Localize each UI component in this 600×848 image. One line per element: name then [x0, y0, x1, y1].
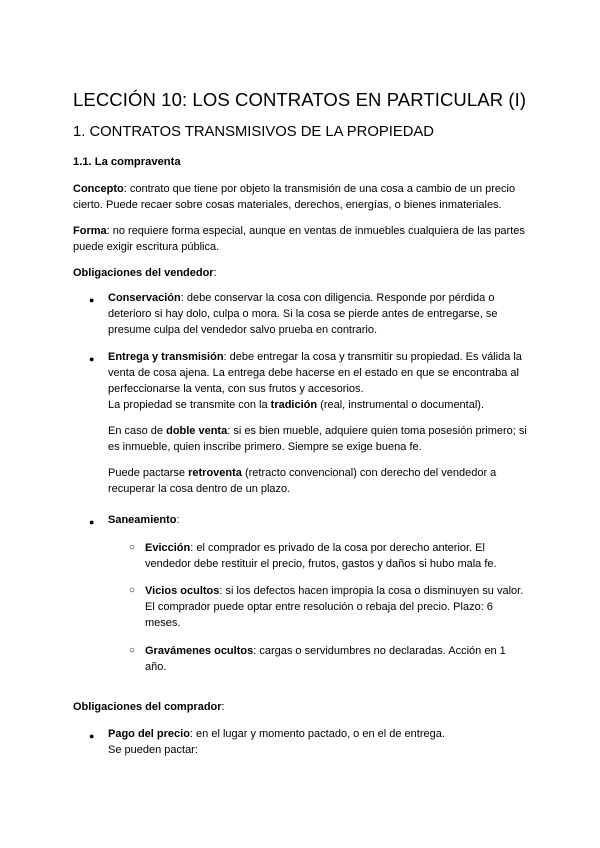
- bullet-icon: ●: [89, 731, 95, 741]
- concepto-term: Concepto: [73, 183, 124, 195]
- subsection-heading: 1.1. La compraventa: [73, 156, 181, 168]
- conservacion-text: : debe conservar la cosa con diligencia. Responde por pérdida o deterioro si hay dolo, culpa o mora. Si la cosa se pierde antes de entregarse, se presume culpa del vendedor salvo prueba en contrario.: [108, 292, 498, 336]
- comprador-heading: Obligaciones del comprador:: [73, 701, 225, 713]
- eviccion-term: Evicción: [145, 542, 191, 554]
- forma-paragraph: [73, 223, 533, 255]
- gravamenes-term: Gravámenes ocultos: [145, 645, 254, 657]
- entrega-text: : debe entregar la cosa y transmitir su propiedad. Es válida la venta de cosa ajena. La entrega debe hacerse en el estado en que se encontraba al perfeccionarse la venta, con sus frutos y accesorios.: [108, 351, 522, 395]
- sub-bullet-icon: ○: [129, 542, 136, 553]
- saneamiento-item: Saneamiento:: [108, 514, 180, 526]
- bullet-icon: ●: [89, 517, 95, 527]
- doble-venta-paragraph: En caso de doble venta: si es bien mueble, adquiere quien toma posesión primero; si es inmueble, quien inscribe primero. Siempre se exige buena fe.: [108, 425, 527, 453]
- conservacion-term: Conservación: [108, 292, 181, 304]
- tradicion-term: tradición: [270, 399, 318, 411]
- saneamiento-term: Saneamiento: [108, 514, 177, 526]
- doble-venta-term: doble venta: [166, 425, 228, 437]
- conservacion-item: [108, 290, 528, 338]
- section-heading: 1. CONTRATOS TRANSMISIVOS DE LA PROPIEDAD: [73, 124, 434, 140]
- bullet-icon: ●: [89, 295, 95, 305]
- sub-bullet-icon: ○: [129, 585, 136, 596]
- eviccion-item: Evicción: el comprador es privado de la cosa por derecho anterior. El vendedor debe restituir el precio, frutos, gastos y daños si hubo mala fe.: [145, 542, 497, 570]
- sub-bullet-icon: ○: [129, 645, 136, 656]
- lesson-title: LECCIÓN 10: LOS CONTRATOS EN PARTICULAR (I): [73, 89, 527, 110]
- concepto-text: : contrato que tiene por objeto la transmisión de una cosa a cambio de un precio cierto. Puede recaer sobre cosas materiales, derechos, energías, o bienes inmateriales.: [73, 183, 516, 211]
- retroventa-paragraph: Puede pactarse retroventa (retracto convencional) con derecho del vendedor a recuperar la cosa dentro de un plazo.: [108, 467, 497, 495]
- entrega-term: Entrega y transmisión: [108, 351, 224, 363]
- forma-term: Forma: [73, 225, 107, 237]
- retroventa-term: retroventa: [188, 467, 242, 479]
- bullet-icon: ●: [89, 354, 95, 364]
- entrega-item: [108, 349, 533, 397]
- pago-line2: Se pueden pactar:: [108, 744, 198, 756]
- pago-term: Pago del precio: [108, 728, 190, 740]
- vicios-term: Vicios ocultos: [145, 585, 220, 597]
- pago-item: Pago del precio: en el lugar y momento pactado, o en el de entrega.: [108, 728, 445, 740]
- forma-text: : no requiere forma especial, aunque en ventas de inmuebles cualquiera de las partes puede exigir escritura pública.: [73, 225, 525, 253]
- vicios-item: Vicios ocultos: si los defectos hacen impropia la cosa o disminuyen su valor. El comprador puede optar entre resolución o rebaja del precio. Plazo: 6 meses.: [145, 585, 524, 629]
- vendedor-heading: Obligaciones del vendedor:: [73, 267, 217, 279]
- gravamenes-item: Gravámenes ocultos: cargas o servidumbres no declaradas. Acción en 1 año.: [145, 645, 506, 673]
- concepto-paragraph: [73, 181, 533, 213]
- tradicion-line: La propiedad se transmite con la tradición (real, instrumental o documental).: [108, 399, 485, 411]
